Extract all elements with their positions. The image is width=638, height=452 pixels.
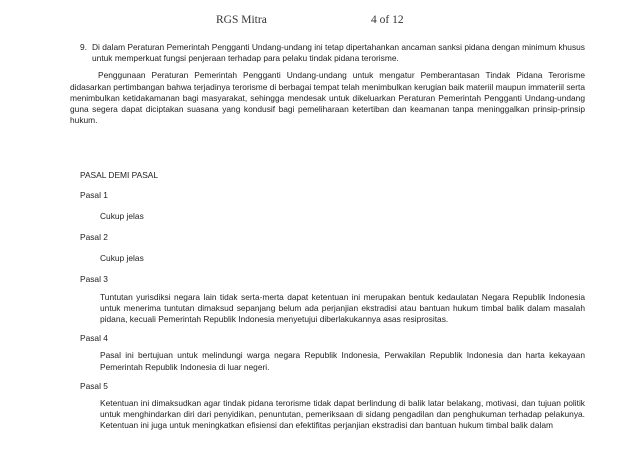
pasal-text: Cukup jelas [100,210,144,221]
numbered-item [80,42,585,64]
site-name: RGS Mitra [216,14,267,26]
pasal-text: Pasal ini bertujuan untuk melindungi warga negara Republik Indonesia, Perwakilan Republik Indonesia dan harta kekayaan Pemerintah Republik Indonesia di luar negeri. [100,350,585,372]
pasal-label: Pasal 3 [80,274,108,285]
document-body [70,42,585,432]
pasal-label: Pasal 1 [80,189,108,200]
page-header [0,14,638,30]
pasal-label: Pasal 5 [80,380,108,391]
section-title: PASAL DEMI PASAL [80,170,159,181]
pasal-text: Cukup jelas [100,253,144,264]
pasal-text: Ketentuan ini dimaksudkan agar tindak pidana terorisme tidak dapat berlindung di balik latar belakang, motivasi, dan tujuan politik untuk menghindarkan diri dari penyidikan, penuntutan, pemeriksaan di sidang pengadilan dan penghukuman terhadap pelakunya. Ketentuan ini juga untuk meningkatkan efisiensi dan efektifitas perjanjian ekstradisi dan bantuan hukum timbal balik dalam [100,398,585,431]
pasal-label: Pasal 4 [80,333,108,344]
item-number: 9. [80,42,87,52]
item-text: Di dalam Peraturan Pemerintah Pengganti Undang-undang ini tetap dipertahankan ancaman sanksi pidana dengan minimum khusus untuk memperkuat fungsi penjeraan terhadap para pelaku tindak pidana terorisme. [92,42,585,64]
page-number: 4 of 12 [371,14,404,26]
pasal-text: Tuntutan yurisdiksi negara lain tidak serta-merta dapat ketentuan ini merupakan bentuk kedaulatan Negara Republik Indonesia untuk menerima tuntutan dimaksud sepanjang belum ada perjanjian ekstradisi atau bantuan hukum timbal balik dalam masalah pidana, kecuali Pemerintah Republik Indonesia menyetujui diberlakukannya asas resiprositas. [100,291,585,325]
pasal-label: Pasal 2 [80,232,108,243]
body-paragraph: Penggunaan Peraturan Pemerintah Pengganti Undang-undang untuk mengatur Pemberantasan Tindak Pidana Terorisme didasarkan pertimbangan bahwa terjadinya terorisme di berbagai tempat telah menimbulkan kerugian baik materiil maupun immateriil serta menimbulkan ketidakamanan bagi masyarakat, sehingga mendesak untuk dikeluarkan Peraturan Pemerintah Pengganti Undang-undang guna segera dapat diciptakan suasana yang kondusif bagi pemeliharaan ketertiban dan keamanan tanpa meninggalkan prinsip-prinsip hukum. [70,70,585,126]
